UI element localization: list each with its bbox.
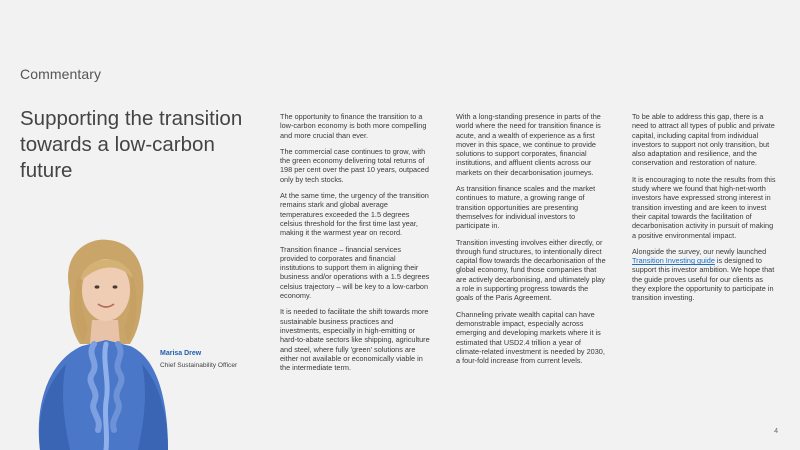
paragraph: With a long-standing presence in parts of the world where the need for transition finance is acute, and a wealth of experience as a first mover in this space, we continue to provide solutions to support corporates, financial institutions, and affluent clients across our markets on their decarbonisation journeys.	[456, 112, 601, 177]
paragraph: Transition investing involves either directly, or through fund structures, to intentionally direct capital flow towards the decarbonisation of the global economy, fund those companies that are actively decarbonising, and ultimately play a role in supporting progress towards the goals of the Paris Agreement.	[456, 237, 606, 303]
paragraph-text: is designed to support this investor ambition. We hope that the guide proves useful for our clients as they explore the opportunity to participate in transition investing.	[632, 256, 775, 303]
paragraph: It is needed to facilitate the shift towards more sustainable business practices and investments, especially in high-emitting or hard-to-abate sectors like shipping, agriculture and steel, where fully 'green' solutions are either not available or economically viable in the intermediate term.	[280, 307, 430, 373]
paragraph: The commercial case continues to grow, with the green economy delivering total returns of 198 per cent over the past 10 years, outpaced only by tech stocks.	[280, 146, 429, 184]
section-label: Commentary	[20, 66, 102, 82]
paragraph: As transition finance scales and the market continues to mature, a growing range of transition opportunities are presenting themselves for individual investors to participate in.	[456, 184, 596, 231]
paragraph: At the same time, the urgency of the transition remains stark and global average temperatures exceeded the 1.5 degrees celsius threshold for the first time last year, making it the warmest year on record.	[280, 191, 429, 238]
paragraph: The opportunity to finance the transition to a low-carbon economy is both more compelling and more crucial than ever.	[280, 112, 427, 140]
author-name: Marisa Drew	[160, 350, 202, 357]
paragraph: It is encouraging to note the results from this study where we found that high-net-worth investors have expressed strong interest in transition investing and are keen to invest their capital towards the facilitation of decarbonisation activity in pursuit of making a positive environmental impact.	[632, 174, 776, 240]
headline: Supporting the transition towards a low-carbon future	[20, 107, 243, 182]
paragraph: To be able to address this gap, there is a need to attract all types of public and private capital, including capital from individual investors to support not only transition, but also adaptation and resilience, and the conservation and restoration of nature.	[632, 112, 775, 168]
text-column-1	[280, 112, 430, 379]
author-role: Chief Sustainability Officer	[160, 362, 238, 369]
paragraph-with-link	[632, 247, 778, 303]
author-portrait	[30, 232, 170, 450]
text-column-3	[632, 112, 778, 310]
paragraph: Channeling private wealth capital can have demonstrable impact, especially across emerging and developing markets where it is estimated that USD2.4 trillion a year of climate-related investment is needed by 2030, a four-fold increase from current levels.	[456, 309, 605, 366]
transition-investing-guide-link[interactable]: Transition Investing guide	[632, 256, 715, 266]
paragraph-text: Alongside the survey, our newly launched	[632, 246, 767, 256]
paragraph: Transition finance – financial services provided to corporates and financial institutions to support them in aligning their business and/or operations with a 1.5 degrees celsius trajectory – will be key to a low-carbon economy.	[280, 244, 430, 301]
page-number: 4	[774, 428, 778, 435]
text-column-2	[456, 112, 606, 372]
